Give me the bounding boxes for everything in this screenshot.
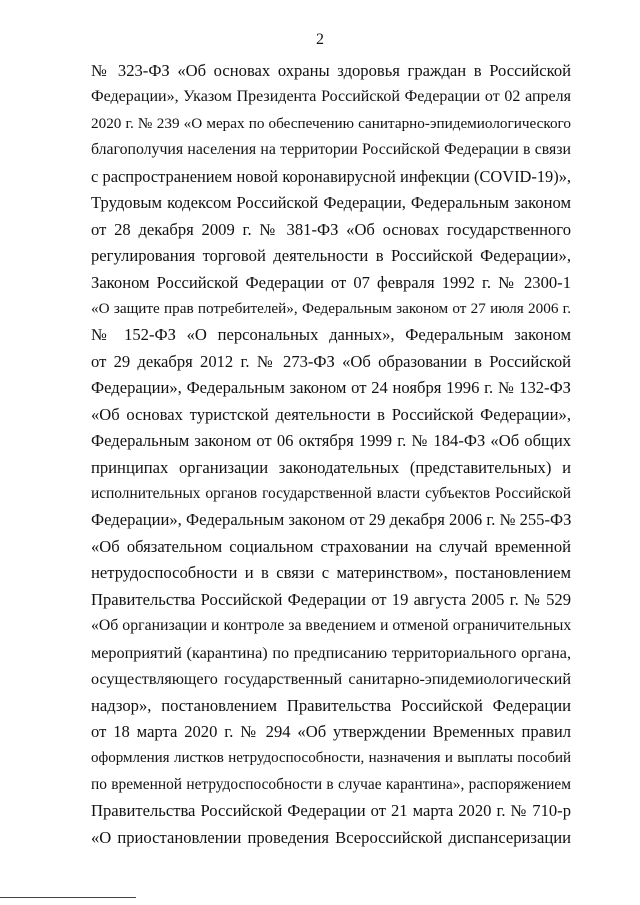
text-line: Федеральным законом от 06 октября 1999 г. № 184-ФЗ «Об общих (91, 431, 571, 451)
text-line: от 29 декабря 2012 г. № 273-ФЗ «Об образовании в Российской (91, 351, 571, 371)
text-line: исполнительных органов государственной власти субъектов Российской (91, 485, 571, 502)
text-line: «Об организации и контроле за введением и отменой ограничительных (91, 617, 572, 635)
text-line: Федерации», Федеральным законом от 29 декабря 2006 г. № 255-ФЗ (91, 510, 572, 530)
text-line: «Об основах туристской деятельности в Российской Федерации», (91, 404, 571, 424)
text-line: Федерации», Федеральным законом от 24 ноября 1996 г. № 132-ФЗ (91, 378, 571, 398)
page-number: 2 (316, 31, 324, 48)
text-line: нетрудоспособности и в связи с материнством», постановлением (91, 563, 571, 583)
text-line: Федерации», Указом Президента Российской Федерации от 02 апреля (91, 88, 571, 106)
text-line: мероприятий (карантина) по предписанию территориального органа, (91, 643, 571, 662)
text-line: по временной нетрудоспособности в случае карантина», распоряжением (91, 775, 571, 793)
text-line: надзор», постановлением Правительства Российской Федерации (91, 695, 571, 715)
footnote-rule (0, 897, 136, 898)
text-line: Правительства Российской Федерации от 19 августа 2005 г. № 529 (91, 589, 571, 609)
text-line: с распространением новой коронавирусной инфекции (COVID-19)», (91, 166, 571, 186)
text-line: «О защите прав потребителей», Федеральным законом от 27 июля 2006 г. (91, 299, 571, 317)
body-text (91, 58, 571, 851)
text-line: осуществляющего государственный санитарно-эпидемиологический (91, 670, 571, 689)
text-line: № 323-ФЗ «Об основах охраны здоровья граждан в Российской (91, 61, 571, 80)
text-line: от 18 марта 2020 г. № 294 «Об утверждении Временных правил (91, 721, 571, 741)
text-line: благополучия населения на территории Российской Федерации в связи (91, 141, 571, 159)
text-line: «О приостановлении проведения Всероссийской диспансеризации (91, 827, 571, 847)
text-line: 2020 г. № 239 «О мерах по обеспечению санитарно-эпидемиологического (91, 114, 571, 132)
text-line: «Об обязательном социальном страховании на случай временной (91, 536, 571, 556)
text-line: от 28 декабря 2009 г. № 381-ФЗ «Об основах государственного (91, 219, 571, 239)
text-line: оформления листков нетрудоспособности, назначения и выплаты пособий (91, 750, 571, 767)
text-line: Законом Российской Федерации от 07 февраля 1992 г. № 2300-1 (91, 272, 571, 292)
text-line: принципах организации законодательных (представительных) и (91, 457, 571, 477)
text-line: № 152-ФЗ «О персональных данных», Федеральным законом (91, 325, 571, 345)
text-line: Правительства Российской Федерации от 21 марта 2020 г. № 710-р (91, 801, 571, 821)
text-line: регулирования торговой деятельности в Российской Федерации», (91, 246, 571, 266)
text-line: Трудовым кодексом Российской Федерации, Федеральным законом (91, 193, 571, 213)
